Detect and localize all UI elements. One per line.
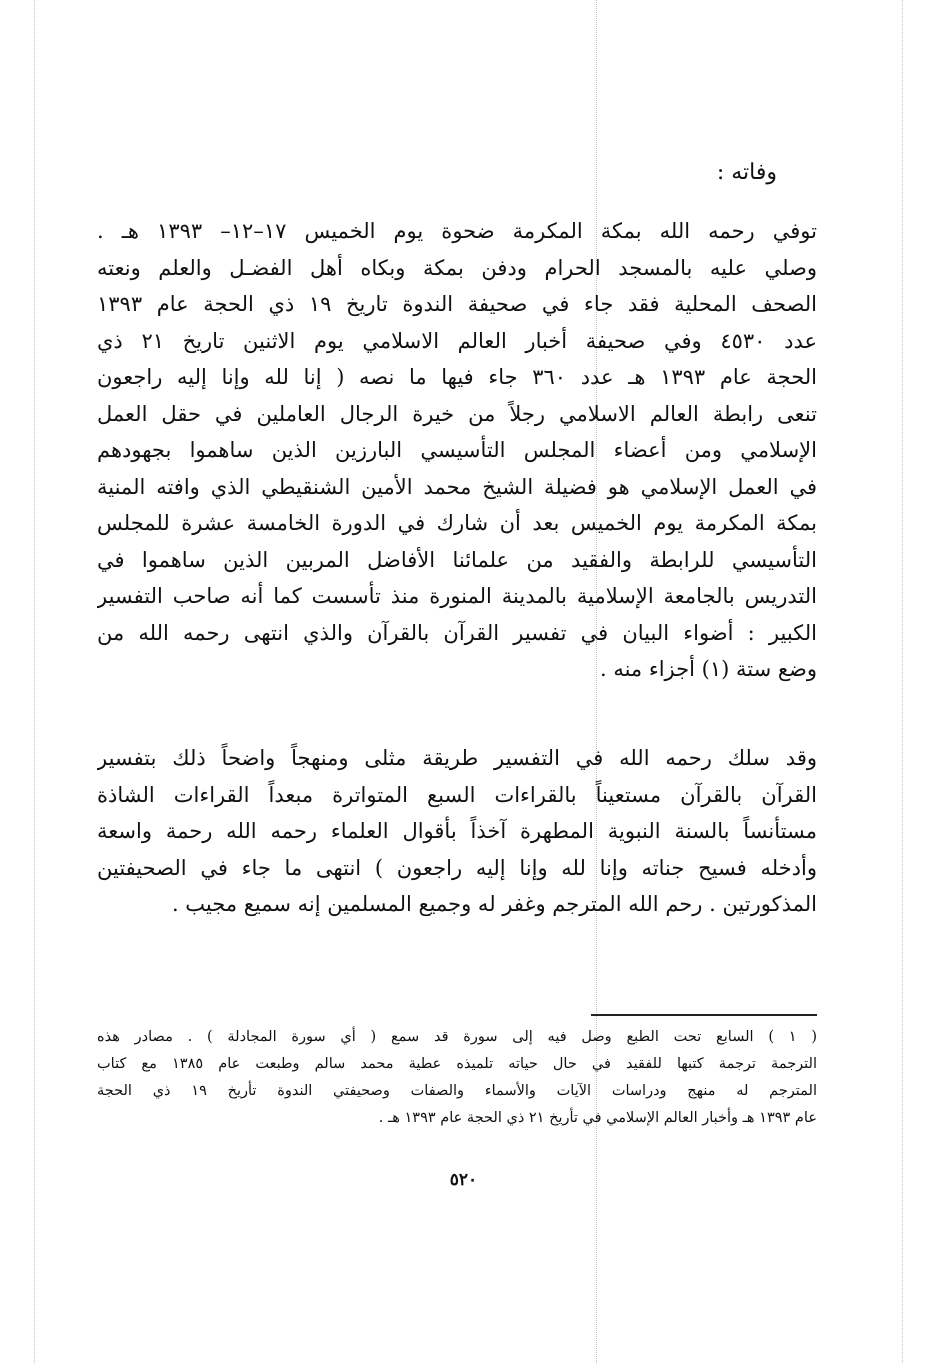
- text-line: مستأنساً بالسنة النبوية المطهرة آخذاً بأقوال العلماء رحمه الله رحمة واسعة: [97, 819, 817, 843]
- text-line: وقد سلك رحمه الله في التفسير طريقة مثلى ومنهجاً واضحاً ذلك بتفسير: [97, 746, 817, 770]
- text-line: الإسلامي ومن أعضاء المجلس التأسيسي البارزين الذين ساهموا بجهودهم: [97, 438, 817, 462]
- text-line: وأدخله فسيح جناته وإنا لله وإنا إليه راجعون ) انتهى ما جاء في الصحيفتين: [97, 855, 817, 880]
- footnote: [97, 1024, 817, 1132]
- text-line: وضع ستة (١) أجزاء منه .: [599, 657, 817, 681]
- footnote-line: ( ١ ) السابع تحت الطبع وصل فيه إلى سورة قد سمع ( أي سورة المجادلة ) . مصادر هذه: [97, 1029, 817, 1045]
- scan-artifact-line: [34, 0, 35, 1363]
- text-line: القرآن بالقرآن مستعيناً بالقراءات السبع المتواترة مبعداً القراءات الشاذة: [97, 782, 817, 807]
- page-number: ٥٢٠: [449, 1170, 478, 1190]
- text-line: الصحف المحلية فقد جاء في صحيفة الندوة تاريخ ١٩ ذي الحجة عام ١٣٩٣: [97, 292, 817, 316]
- text-line: الحجة عام ١٣٩٣ هـ عدد ٣٦٠ جاء فيها ما نصه ( إنا لله وإنا إليه راجعون: [97, 365, 817, 389]
- text-line: عدد ٤٥٣٠ وفي صحيفة أخبار العالم الاسلامي يوم الاثنين تاريخ ٢١ ذي: [97, 328, 817, 353]
- text-line: بمكة المكرمة يوم الخميس بعد أن شارك في الدورة الخامسة عشرة للمجلس: [97, 511, 817, 535]
- section-heading: وفاته :: [716, 160, 777, 185]
- text-line: المذكورتين . رحم الله المترجم وغفر له وجميع المسلمين إنه سميع مجيب .: [171, 892, 817, 916]
- scan-artifact-line: [902, 0, 903, 1363]
- footnote-line: عام ١٣٩٣ هـ وأخبار العالم الإسلامي في تأريخ ٢١ ذي الحجة عام ١٣٩٣ هـ .: [378, 1110, 817, 1126]
- footnote-divider: [591, 1014, 817, 1016]
- paragraph-1: [97, 213, 817, 688]
- text-line: توفي رحمه الله بمكة المكرمة ضحوة يوم الخميس ١٧–١٢– ١٣٩٣ هـ .: [97, 219, 817, 243]
- text-line: وصلي عليه بالمسجد الحرام ودفن بمكة وبكاه أهل الفضـل والعلم ونعته: [97, 255, 817, 280]
- footnote-line: المترجم له منهج ودراسات الآيات والأسماء والصفات وصحيفتي الندوة تأريخ ١٩ ذي الحجة: [97, 1083, 817, 1099]
- text-line: الكبير : أضواء البيان في تفسير القرآن بالقرآن والذي انتهى رحمه الله من: [97, 620, 817, 645]
- footnote-line: الترجمة ترجمة كتبها للفقيد في حال حياته تلميذه عطية محمد سالم وطبعت عام ١٣٨٥ مع كتاب: [97, 1056, 817, 1072]
- text-line: التأسيسي للرابطة والفقيد من علمائنا الأفاضل المربين الذين ساهموا في: [97, 547, 817, 572]
- paragraph-2: [97, 740, 817, 923]
- text-line: تنعى رابطة العالم الاسلامي رجلاً من خيرة الرجال العاملين في حقل العمل: [97, 401, 817, 426]
- text-line: التدريس بالجامعة الإسلامية بالمدينة المنورة منذ تأسست كما أنه صاحب التفسير: [97, 584, 817, 608]
- text-line: في العمل الإسلامي هو فضيلة الشيخ محمد الأمين الشنقيطي الذي وافته المنية: [97, 474, 817, 499]
